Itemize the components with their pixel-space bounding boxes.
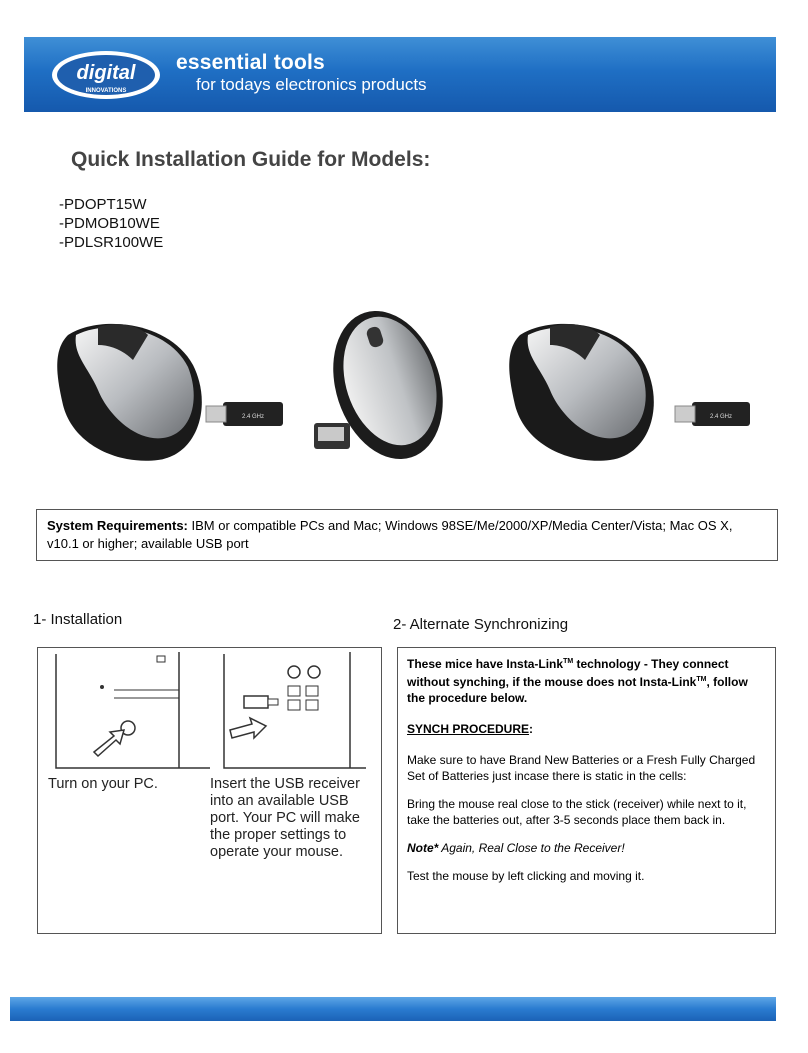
header-banner — [24, 37, 776, 112]
step2-caption: Insert the USB receiver into an available USB port. Your PC will make the proper settings to operate your mouse. — [210, 776, 360, 860]
system-requirements-box — [36, 509, 778, 561]
sync-heading: 2- Alternate Synchronizing — [393, 616, 569, 633]
pc-power-illustration — [54, 652, 212, 770]
requirements-text: IBM or compatible PCs and Mac; Windows 98SE/Me/2000/XP/Media Center/Vista; Mac OS X, v10.1 or higher; available USB port — [47, 518, 733, 551]
installation-box — [37, 647, 382, 934]
installation-heading: 1- Installation — [33, 611, 123, 628]
step1-caption: Turn on your PC. — [48, 776, 158, 792]
model-item: -PDMOB10WE — [59, 215, 160, 232]
sync-procedure-box — [397, 647, 776, 934]
usb-insert-illustration — [222, 652, 368, 770]
product-image-mouse-1 — [28, 305, 294, 470]
sync-paragraph-3: Test the mouse by left clicking and moving it. — [407, 869, 645, 883]
sync-note: Note* Again, Real Close to the Receiver! — [407, 841, 625, 855]
page-title: Quick Installation Guide for Models: — [71, 148, 431, 171]
logo-text: digital — [76, 62, 136, 84]
sync-procedure-title: SYNCH PROCEDURE: — [407, 722, 534, 736]
receiver-label: 2.4 GHz — [241, 414, 265, 420]
logo-subtext: INNOVATIONS — [85, 88, 127, 94]
requirements-label: System Requirements: — [47, 518, 188, 533]
model-item: -PDOPT15W — [59, 196, 147, 213]
header-title: essential tools — [176, 51, 325, 74]
sync-intro: These mice have Insta-Link™ technology - They connect without synching, if the mouse does not Insta-Link™, follow the procedure below. — [407, 657, 748, 705]
receiver-label: 2.4 GHz — [709, 414, 733, 420]
product-image-mouse-2 — [298, 305, 466, 470]
model-item: -PDLSR100WE — [59, 234, 164, 251]
footer-bar — [10, 997, 776, 1021]
digital-innovations-logo — [50, 49, 162, 101]
sync-paragraph-2: Bring the mouse real close to the stick (receiver) while next to it, take the batteries out, after 3-5 seconds place them back in. — [407, 797, 747, 827]
header-subtitle: for todays electronics products — [196, 75, 427, 94]
sync-paragraph-1: Make sure to have Brand New Batteries or a Fresh Fully Charged Set of Batteries just incase there is static in the cells: — [407, 753, 756, 783]
product-image-mouse-3 — [480, 305, 770, 470]
